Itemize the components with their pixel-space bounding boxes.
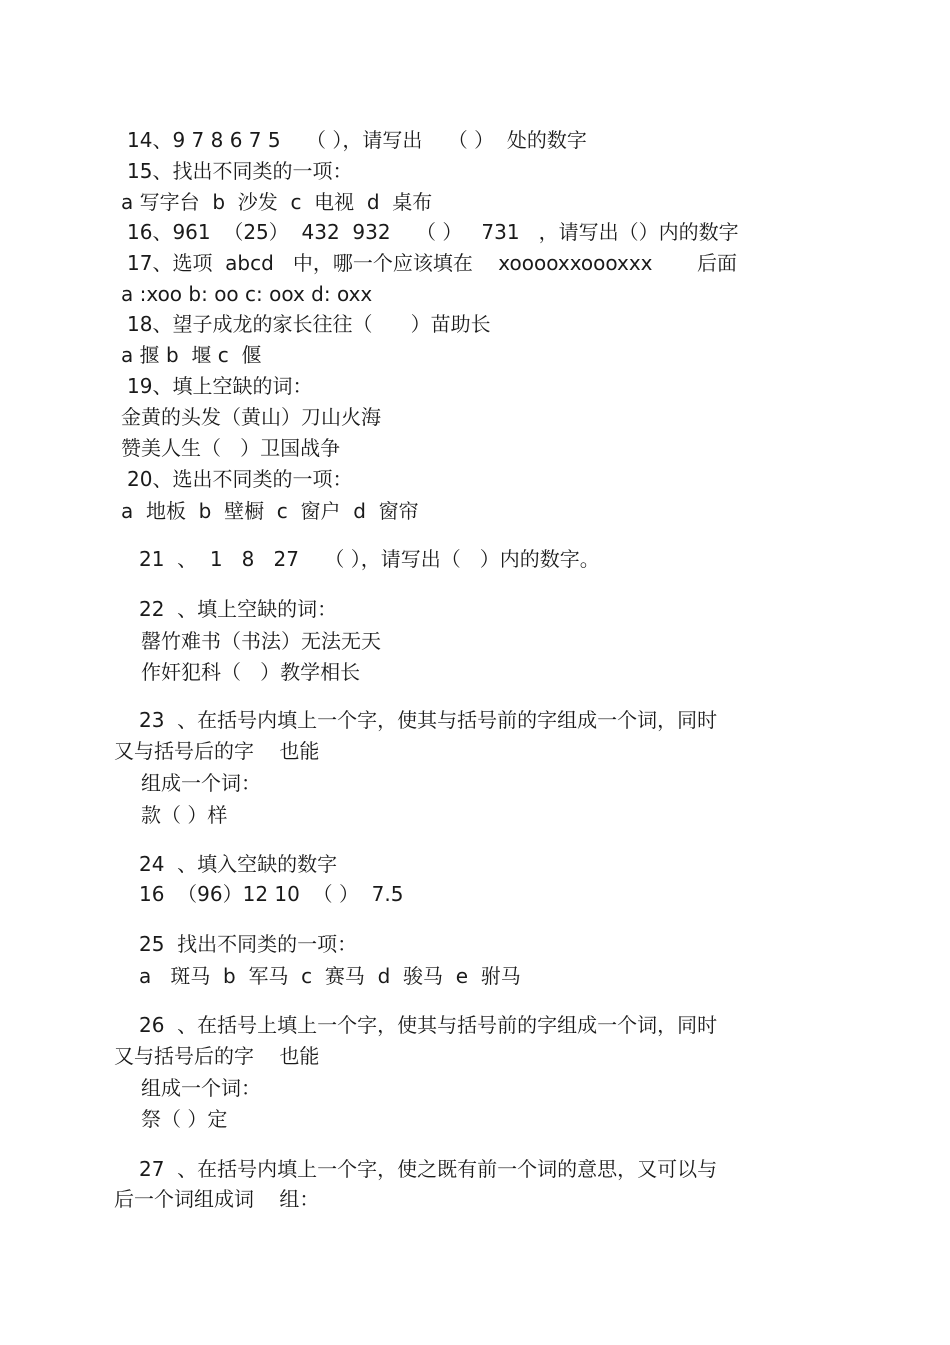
question-26: 26 、在括号上填上一个字，使其与括号前的字组成一个词，同时 [139,1013,718,1037]
question-24-series: 16 （96）12 10 （ ） 7.5 [139,882,404,906]
question-23: 23 、在括号内填上一个字，使其与括号前的字组成一个词，同时 [139,708,718,732]
question-20: 20、选出不同类的一项： [127,467,353,491]
question-19-example: 金黄的头发（黄山）刀山火海 [121,405,381,429]
question-14: 14、9 7 8 6 7 5 （ ），请写出 （ ） 处的数字 [127,128,587,152]
question-26-cont: 又与括号后的字 也能 [114,1044,320,1068]
question-19: 19、填上空缺的词： [127,374,313,398]
question-15-options: a 写字台 b 沙发 c 电视 d 桌布 [121,190,433,214]
question-22-blank: 作奸犯科（ ）教学相长 [141,660,361,684]
question-17-options: a :xoo b: oo c: oox d: oxx [121,282,373,306]
question-23-cont2: 组成一个词： [141,771,261,795]
question-18-options: a 揠 b 堰 c 偃 [121,343,262,367]
question-27-cont: 后一个词组成词 组： [114,1187,320,1211]
question-26-cont2: 组成一个词： [141,1076,261,1100]
question-27: 27 、在括号内填上一个字，使之既有前一个词的意思，又可以与 [139,1157,718,1181]
question-26-blank: 祭（ ）定 [141,1107,228,1131]
question-22-example: 罄竹难书（书法）无法无天 [141,629,381,653]
question-22: 22 、填上空缺的词： [139,597,338,621]
question-25: 25 找出不同类的一项： [139,932,358,956]
question-15: 15、找出不同类的一项： [127,159,353,183]
question-25-options: a 斑马 b 军马 c 赛马 d 骏马 e 驸马 [139,964,521,988]
question-20-options: a 地板 b 壁橱 c 窗户 d 窗帘 [121,499,419,523]
question-17: 17、选项 abcd 中，哪一个应该填在 xooooxxoooxxx 后面 [127,251,738,275]
question-24: 24 、填入空缺的数字 [139,852,338,876]
question-21: 21 、 1 8 27 （ ），请写出（ ）内的数字。 [139,547,600,571]
question-16: 16、961 （25） 432 932 （ ） 731 ，请写出（）内的数字 [127,220,739,244]
question-19-blank: 赞美人生（ ）卫国战争 [121,436,341,460]
question-18: 18、望子成龙的家长往往（ ）苗助长 [127,312,491,336]
question-23-blank: 款（ ）样 [141,803,228,827]
question-23-cont: 又与括号后的字 也能 [114,739,320,763]
